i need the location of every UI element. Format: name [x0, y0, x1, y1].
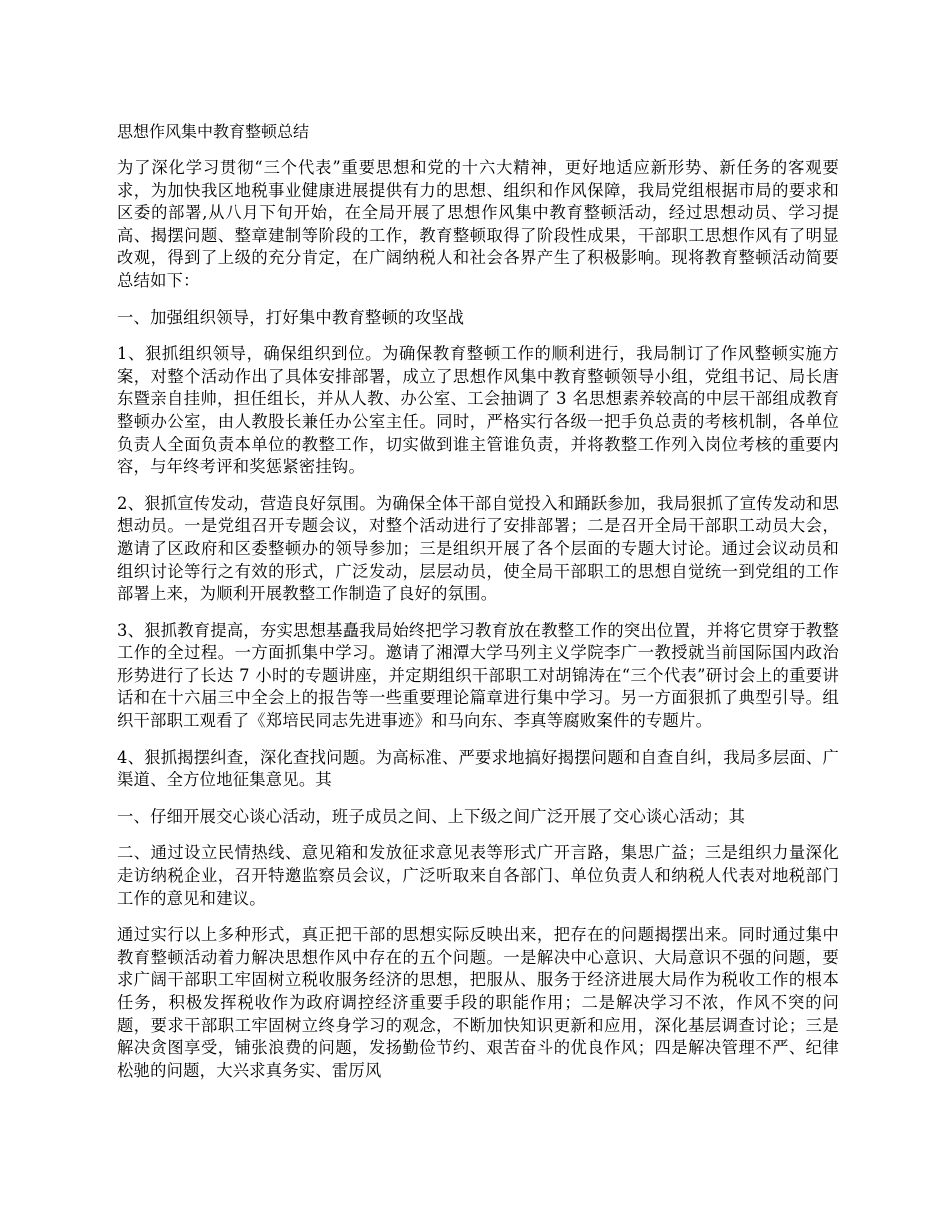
document-title: 思想作风集中教育整顿总结 [117, 122, 310, 141]
paragraph-sub-1: 一、仔细开展交心谈心活动，班子成员之间、上下级之间广泛开展了交心谈心活动；其 [117, 806, 746, 826]
paragraph-item-3: 3、狠抓教育提高，夯实思想基矗我局始终把学习教育放在教整工作的突出位置，并将它贯穿于教整工作的全过程。一方面抓集中学习。邀请了湘潭大学马列主义学院李广一教授就当前国际国内政治形势进行了长达 7 小时的专题讲座，并定期组织干部职工对胡锦涛在“三个代表”研讨会上的重要讲话和在十六届三中全会上的报告等一些重要理论篇章进行集中学习。另一方面狠抓了典型引导。组织干部职工观看了《郑培民同志先进事迹》和马向东、李真等腐败案件的专题片。 [117, 620, 839, 731]
paragraph-intro: 为了深化学习贯彻“三个代表”重要思想和党的十六大精神，更好地适应新形势、新任务的客观要求，为加快我区地税事业健康进展提供有力的思想、组织和作风保障，我局党组根据市局的要求和区委的部署,从八月下旬开始，在全局开展了思想作风集中教育整顿活动，经过思想动员、学习提高、揭摆问题、整章建制等阶段的工作，教育整顿取得了阶段性成果，干部职工思想作风有了明显改观，得到了上级的充分肯定，在广阔纳税人和社会各界产生了积极影响。现将教育整顿活动简要总结如下： [117, 158, 839, 290]
section-heading-1: 一、加强组织领导，打好集中教育整顿的攻坚战 [117, 307, 465, 327]
paragraph-summary: 通过实行以上多种形式，真正把干部的思想实际反映出来，把存在的问题揭摆出来。同时通过集中教育整顿活动着力解决思想作风中存在的五个问题。一是解决中心意识、大局意识不强的问题，要求广阔干部职工牢固树立税收服务经济的思想，把服从、服务于经济进展大局作为税收工作的根本任务，积极发挥税收作为政府调控经济重要手段的职能作用；二是解决学习不浓，作风不突的问题，要求干部职工牢固树立终身学习的观念，不断加快知识更新和应用，深化基层调查讨论；三是解决贪图享受，铺张浪费的问题，发扬勤俭节约、艰苦奋斗的优良作风；四是解决管理不严、纪律松驰的问题，大兴求真务实、雷厉风 [117, 925, 839, 1080]
paragraph-item-1: 1、狠抓组织领导，确保组织到位。为确保教育整顿工作的顺利进行，我局制订了作风整顿实施方案，对整个活动作出了具体安排部署，成立了思想作风集中教育整顿领导小组，党组书记、局长唐东暨亲自挂帅，担任组长，并从人教、办公室、工会抽调了 3 名思想素养较高的中层干部组成教育整顿办公室，由人教股长兼任办公室主任。同时，严格实行各级一把手负总责的考核机制，各单位负责人全面负责本单位的教整工作，切实做到谁主管谁负责，并将教整工作列入岗位考核的重要内容，与年终考评和奖惩紧密挂钩。 [117, 344, 839, 477]
paragraph-item-2: 2、狠抓宣传发动，营造良好氛围。为确保全体干部自觉投入和踊跃参加，我局狠抓了宣传发动和思想动员。一是党组召开专题会议，对整个活动进行了安排部署；二是召开全局干部职工动员大会，邀请了区政府和区委整顿办的领导参加；三是组织开展了各个层面的专题大讨论。通过会议动员和组织讨论等行之有效的形式，广泛发动，层层动员，使全局干部职工的思想自觉统一到党组的工作部署上来，为顺利开展教整工作制造了良好的氛围。 [117, 493, 839, 604]
document-page [117, 121, 839, 1096]
paragraph-sub-2: 二、通过设立民情热线、意见箱和发放征求意见表等形式广开言路，集思广益；三是组织力量深化走访纳税企业，召开特邀监察员会议，广泛听取来自各部门、单位负责人和纳税人代表对地税部门工作的意见和建议。 [117, 843, 839, 908]
paragraph-item-4: 4、狠抓揭摆纠查，深化查找问题。为高标准、严要求地搞好揭摆问题和自查自纠，我局多层面、广渠道、全方位地征集意见。其 [117, 747, 839, 790]
